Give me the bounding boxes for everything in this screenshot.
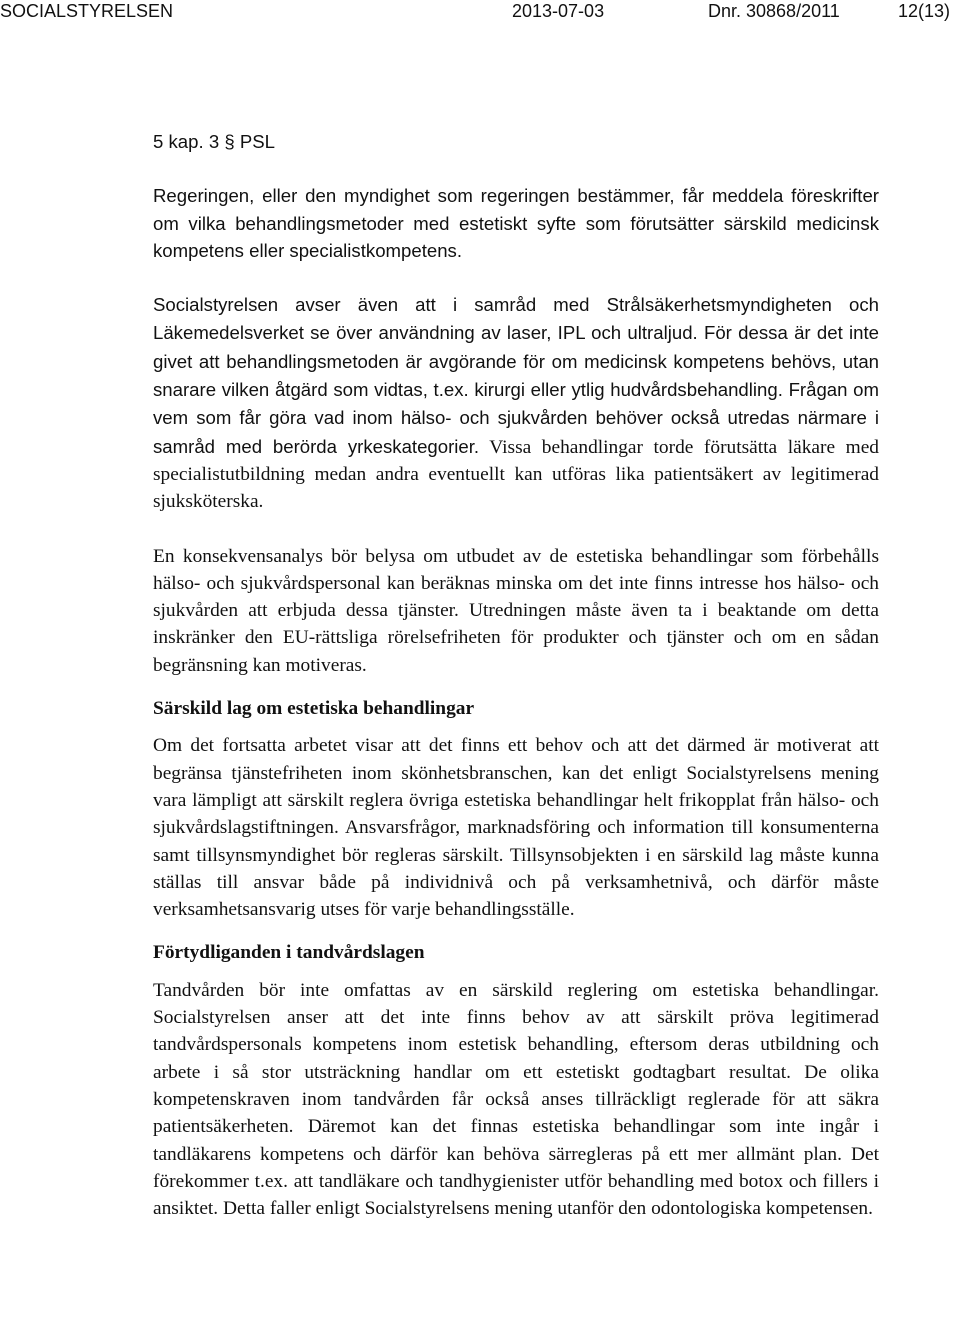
section-heading-special-law: Särskild lag om estetiska behandlingar: [153, 698, 475, 720]
header-page-number: 12(13): [898, 1, 951, 21]
header-organization: SOCIALSTYRELSEN: [0, 1, 174, 21]
paragraph-impact-analysis: En konsekvensanalys bör belysa om utbudet av de estetiska behandlingar som förbehålls hälso- och sjukvårdspersonal kan beräknas minska om det inte finns intresse hos hälso- och sjukvården att erbjuda dessa tjänster. Utredningen måste även ta i beaktande om detta inskränker den EU-rättsliga rörelsefriheten för produkter och tjänster och om en sådan begränsning kan motiveras.: [153, 545, 879, 676]
header-date: 2013-07-03: [512, 1, 605, 21]
quoted-regulation: Regeringen, eller den myndighet som regeringen bestämmer, får meddela föreskrifter om vilka behandlingsmetoder med estetiskt syfte som förutsätter särskild medicinsk kompetens eller specialistkompetens.: [153, 185, 879, 261]
paragraph-special-law: Om det fortsatta arbetet visar att det finns ett behov och att det därmed är motiverat att begränsa tjänstefriheten inom skönhetsbranschen, kan det enligt Socialstyrelsens mening vara lämpligt att särskilt reglera övriga estetiska behandlingar helt frikopplat från hälso- och sjukvårdslagstiftningen. Ansvarsfrågor, marknadsföring och information till konsumenterna samt tillsynsmyndighet bör regleras särskilt. Tillsynsobjekten i en särskild lag måste kunna ställas till ansvar både på individnivå och på verksamhetnivå, och därför måste verksamhetsansvarig utses för varje behandlingsställe.: [153, 735, 879, 921]
paragraph-dental-care: Tandvården bör inte omfattas av en särskild reglering om estetiska behandlingar. Socialstyrelsen anser att det inte finns behov av att särskilt pröva legitimerad tandvårdspersonals kompetens inom estetisk behandling, eftersom deras utbildning och arbete i så stor utsträckning handlar om ett estetiskt godtagbart resultat. De olika kompetenskraven inom tandvården får också anses tillräckligt reglerade för att säkra patientsäkerheten. Däremot kan det finnas estetiska behandlingar som inte ingår i tandläkarens kompetens och därför kan behöva särregleras på ett mer allmänt plan. Det förekommer t.ex. att tandläkare och tandhygienister utför behandling med botox och fillers i ansiktet. Detta faller enligt Socialstyrelsens mening utanför den odontologiska kompetensen.: [153, 979, 879, 1220]
paragraph-consultation-part1: Socialstyrelsen avser även att i samråd med Strålsäkerhetsmyndigheten och Läkemedelsverket se över användning av laser, IPL och ultraljud. För dessa är det inte givet att behandlingsmetoden är avgörande för om medicinsk kompetens behövs, utan snarare vilken åtgärd som vidtas, t.ex. kirurgi eller ytlig hudvårdsbehandling. Frågan om vem som får göra vad inom hälso- och sjukvården behöver också utredas närmare i samråd med berörda yrkeskategorier.: [153, 294, 879, 457]
paragraph-consultation: [153, 291, 879, 515]
page-header: [0, 0, 960, 26]
paragraph-consultation-part2: Vissa behandlingar torde förutsätta läkare med specialistutbildning medan andra eventuellt kan utföras lika patientsäkert av legitimerad sjuksköterska.: [153, 436, 879, 513]
header-document-number: Dnr. 30868/2011: [708, 1, 840, 21]
document-body: [153, 128, 879, 1222]
law-reference: 5 kap. 3 § PSL: [153, 131, 275, 152]
section-heading-dental-care: Förtydliganden i tandvårdslagen: [153, 942, 425, 964]
